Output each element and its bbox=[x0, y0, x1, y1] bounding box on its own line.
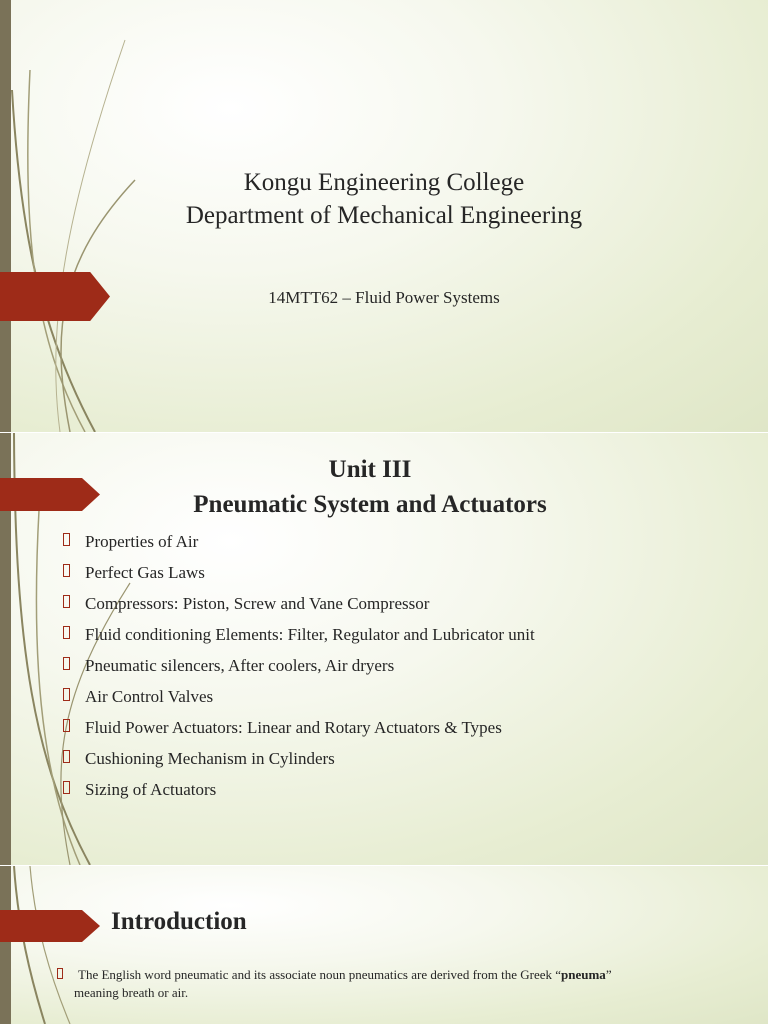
bullet-icon bbox=[63, 781, 70, 794]
bullet-icon bbox=[63, 626, 70, 639]
list-item: Compressors: Piston, Screw and Vane Compressor bbox=[62, 592, 535, 623]
list-item: Air Control Valves bbox=[62, 685, 535, 716]
slide-3 bbox=[0, 866, 768, 1024]
slide-2 bbox=[0, 433, 768, 865]
accent-arrow bbox=[0, 910, 100, 942]
bullet-icon bbox=[63, 688, 70, 701]
unit-label: Unit III bbox=[328, 456, 412, 483]
list-item: Cushioning Mechanism in Cylinders bbox=[62, 747, 535, 778]
unit-title: Pneumatic System and Actuators bbox=[193, 491, 547, 518]
section-heading: Introduction bbox=[111, 908, 247, 935]
college-name: Kongu Engineering College bbox=[243, 169, 525, 196]
bullet-icon bbox=[57, 968, 63, 979]
list-item: Properties of Air bbox=[62, 530, 535, 561]
list-item: Perfect Gas Laws bbox=[62, 561, 535, 592]
bullet-icon bbox=[63, 533, 70, 546]
list-item: Fluid Power Actuators: Linear and Rotary Actuators & Types bbox=[62, 716, 535, 747]
slide-1-title bbox=[0, 166, 768, 232]
intro-paragraph: The English word pneumatic and its associate noun pneumatics are derived from the Greek “pneuma” meaning breath or air. bbox=[60, 966, 690, 1002]
greek-term: pneuma bbox=[561, 967, 606, 982]
department-name: Department of Mechanical Engineering bbox=[185, 202, 583, 229]
bullet-icon bbox=[63, 564, 70, 577]
topic-list bbox=[62, 530, 535, 809]
bullet-icon bbox=[63, 719, 70, 732]
list-item: Fluid conditioning Elements: Filter, Regulator and Lubricator unit bbox=[62, 623, 535, 654]
bullet-icon bbox=[63, 750, 70, 763]
slide-2-title bbox=[0, 452, 754, 522]
bullet-icon bbox=[63, 657, 70, 670]
bullet-icon bbox=[63, 595, 70, 608]
slide-1 bbox=[0, 0, 768, 432]
list-item: Sizing of Actuators bbox=[62, 778, 535, 809]
list-item: Pneumatic silencers, After coolers, Air dryers bbox=[62, 654, 535, 685]
course-title: 14MTT62 – Fluid Power Systems bbox=[268, 288, 500, 307]
